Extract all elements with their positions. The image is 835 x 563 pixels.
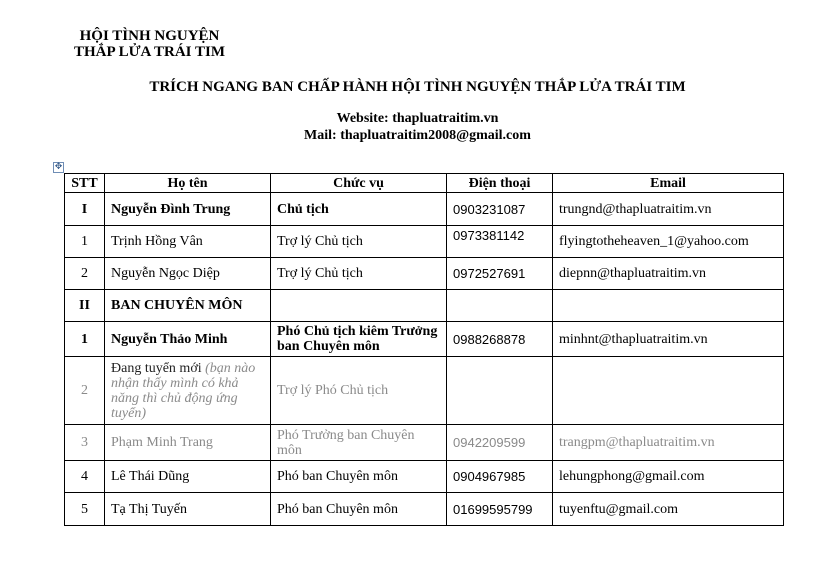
website-line: Website: thapluatraitim.vn (336, 111, 499, 126)
organization-name (62, 28, 237, 60)
cell-phone: 0988268878 (447, 322, 553, 357)
org-line-1: HỘI TÌNH NGUYỆN (79, 28, 220, 44)
cell-name: Nguyễn Đình Trung (105, 193, 271, 226)
cell-stt: 3 (65, 425, 105, 461)
col-phone: Điện thoại (447, 174, 553, 193)
cell-stt: II (65, 290, 105, 322)
table-row (65, 290, 784, 322)
cell-role: Phó Chủ tịch kiêm Trưởng ban Chuyên môn (271, 322, 447, 357)
table-row (65, 425, 784, 461)
table-row (65, 226, 784, 258)
table-row (65, 322, 784, 357)
cell-name: Lê Thái Dũng (105, 461, 271, 493)
table-row (65, 461, 784, 493)
cell-name: Phạm Minh Trang (105, 425, 271, 461)
cell-role: Phó ban Chuyên môn (271, 461, 447, 493)
cell-phone: 01699595799 (447, 493, 553, 526)
cell-stt: 1 (65, 226, 105, 258)
cell-role: Trợ lý Chủ tịch (271, 258, 447, 290)
cell-role: Phó ban Chuyên môn (271, 493, 447, 526)
cell-role: Trợ lý Phó Chủ tịch (271, 357, 447, 425)
cell-stt: 5 (65, 493, 105, 526)
cell-phone: 0903231087 (447, 193, 553, 226)
org-line-2: THẮP LỬA TRÁI TIM (73, 44, 225, 60)
cell-phone: 0904967985 (447, 461, 553, 493)
table-row (65, 193, 784, 226)
cell-name: Trịnh Hồng Vân (105, 226, 271, 258)
col-stt: STT (65, 174, 105, 193)
table-move-handle-icon[interactable]: ✥ (54, 162, 63, 172)
cell-phone: 0942209599 (447, 425, 553, 461)
col-role: Chức vụ (271, 174, 447, 193)
document-title: TRÍCH NGANG BAN CHẤP HÀNH HỘI TÌNH NGUYỆN THẮP LỬA TRÁI TIM (149, 79, 686, 95)
cell-email (553, 357, 784, 425)
cell-role: Phó Trưởng ban Chuyên môn (271, 425, 447, 461)
cell-name: Tạ Thị Tuyến (105, 493, 271, 526)
cell-stt: 2 (65, 258, 105, 290)
cell-email: trangpm@thapluatraitim.vn (553, 425, 784, 461)
cell-stt: I (65, 193, 105, 226)
name-note: (bạn nào nhận thấy mình có khả năng thì chủ động ứng tuyển) (111, 360, 256, 421)
cell-name: BAN CHUYÊN MÔN (105, 290, 271, 322)
cell-phone (447, 290, 553, 322)
mail-line: Mail: thapluatraitim2008@gmail.com (304, 128, 531, 143)
table-row (65, 357, 784, 425)
cell-stt: 4 (65, 461, 105, 493)
cell-role: Trợ lý Chủ tịch (271, 226, 447, 258)
col-email: Email (553, 174, 784, 193)
table-row (65, 258, 784, 290)
cell-email: tuyenftu@gmail.com (553, 493, 784, 526)
cell-name: Nguyễn Thảo Minh (105, 322, 271, 357)
table-header-row (65, 174, 784, 193)
cell-name: Nguyễn Ngọc Diệp (105, 258, 271, 290)
cell-email (553, 290, 784, 322)
cell-phone (447, 357, 553, 425)
name-text: Đang tuyển mới (111, 360, 202, 376)
cell-email: trungnd@thapluatraitim.vn (553, 193, 784, 226)
cell-phone: 0973381142 (447, 226, 553, 258)
cell-email: flyingtotheheaven_1@yahoo.com (553, 226, 784, 258)
cell-stt: 1 (65, 322, 105, 357)
cell-email: lehungphong@gmail.com (553, 461, 784, 493)
committee-table (64, 173, 784, 526)
cell-stt: 2 (65, 357, 105, 425)
cell-name (105, 357, 271, 425)
cell-email: minhnt@thapluatraitim.vn (553, 322, 784, 357)
cell-role: Chủ tịch (271, 193, 447, 226)
cell-email: diepnn@thapluatraitim.vn (553, 258, 784, 290)
table-row (65, 493, 784, 526)
contact-block (0, 110, 835, 144)
col-name: Họ tên (105, 174, 271, 193)
cell-phone: 0972527691 (447, 258, 553, 290)
cell-role (271, 290, 447, 322)
